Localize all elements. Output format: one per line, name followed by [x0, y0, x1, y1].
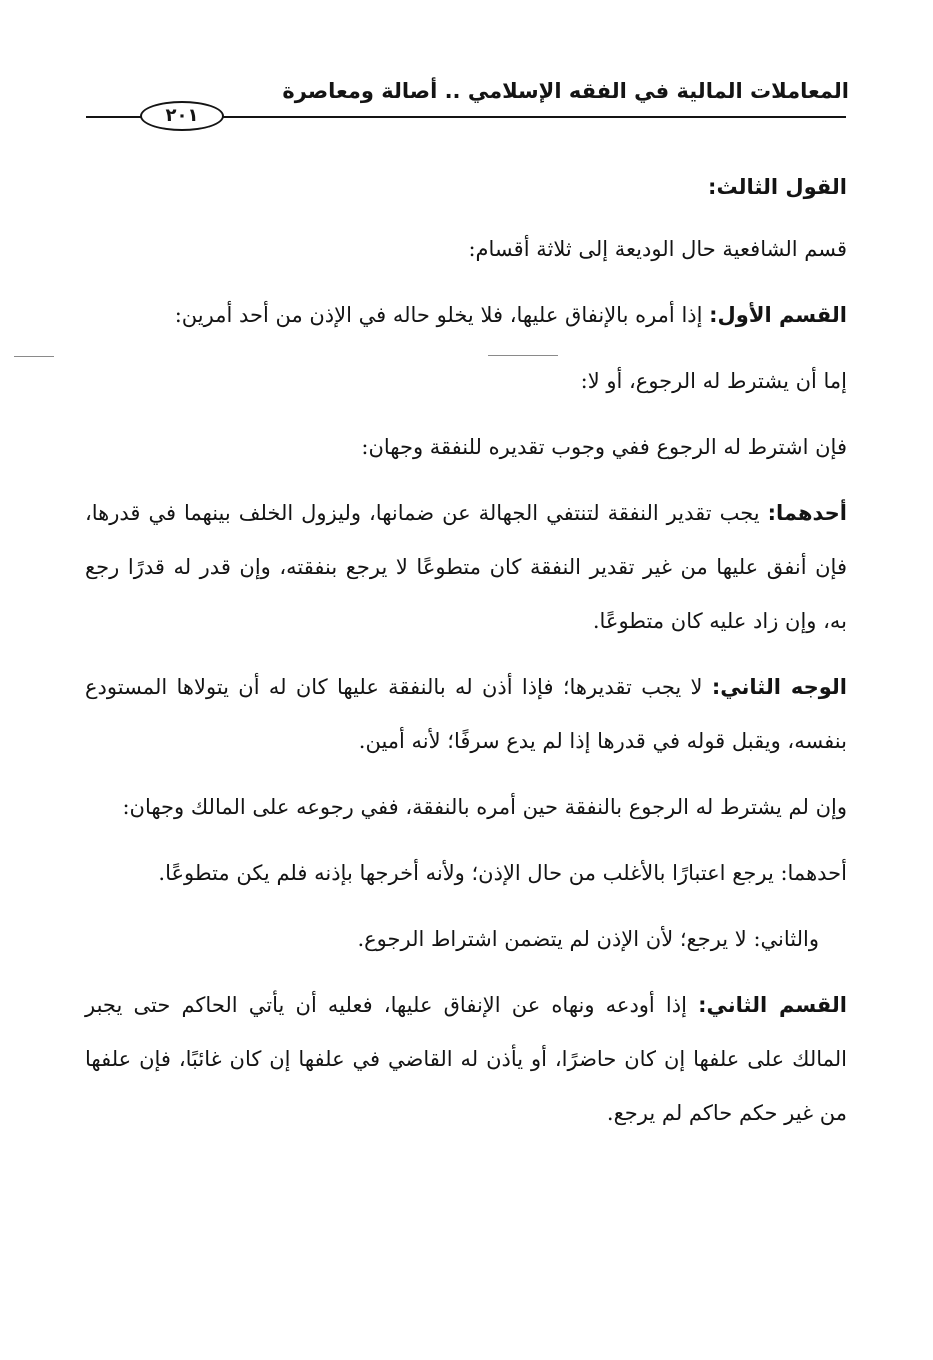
paragraph-lead: القسم الثاني:: [698, 993, 848, 1017]
paragraph-1: [85, 160, 847, 214]
paragraph-5: [85, 420, 847, 474]
running-title: المعاملات المالية في الفقه الإسلامي .. أصالة ومعاصرة: [282, 79, 849, 103]
page-body: [85, 160, 847, 1152]
paragraph-text: لا يجب تقديرها؛ فإذا أذن له بالنفقة عليها كان له أن يتولاها المستودع بنفسه، ويقبل قوله في قدرها إذا لم يدع سرفًا؛ لأنه أمين.: [85, 675, 847, 753]
paragraph-lead: الوجه الثاني:: [711, 675, 847, 699]
paragraph-9: [85, 846, 847, 900]
paragraph-text: فإن اشترط له الرجوع ففي وجوب تقديره للنفقة وجهان:: [361, 435, 847, 459]
paragraph-lead: أحدهما:: [767, 501, 847, 525]
paragraph-text: يجب تقدير النفقة لتنتفي الجهالة عن ضمانها، وليزول الخلف بينهما في قدرها، فإن أنفق عليها من غير تقدير النفقة كان متطوعًا لا يرجع بنفقته، وإن قدر له قدرًا رجع به، وإن زاد عليه كان متطوعًا.: [85, 501, 847, 633]
paragraph-lead: القسم الأول:: [709, 303, 847, 327]
paragraph-6: [85, 486, 847, 648]
paragraph-7: [85, 660, 847, 768]
paragraph-text: إذا أودعه ونهاه عن الإنفاق عليها، فعليه أن يأتي الحاكم حتى يجبر المالك على علفها إن كان حاضرًا، أو يأذن له القاضي في علفها إن كان غائبًا، فإن علفها من غير حكم حاكم لم يرجع.: [85, 993, 847, 1125]
paragraph-2: [85, 222, 847, 276]
paragraph-text: قسم الشافعية حال الوديعة إلى ثلاثة أقسام:: [468, 237, 847, 261]
paragraph-text: وإن لم يشترط له الرجوع بالنفقة حين أمره بالنفقة، ففي رجوعه على المالك وجهان:: [122, 795, 847, 819]
paragraph-text: إما أن يشترط له الرجوع، أو لا:: [580, 369, 847, 393]
section-heading: القول الثالث:: [708, 175, 847, 199]
paragraph-text: أحدهما: يرجع اعتبارًا بالأغلب من حال الإذن؛ ولأنه أخرجها بإذنه فلم يكن متطوعًا.: [158, 861, 847, 885]
page-number: ٢٠١: [140, 101, 224, 131]
paragraph-text: والثاني: لا يرجع؛ لأن الإذن لم يتضمن اشتراط الرجوع.: [357, 927, 819, 951]
scan-speck: [14, 356, 54, 357]
paragraph-4: [85, 354, 847, 408]
paragraph-text: إذا أمره بالإنفاق عليها، فلا يخلو حاله في الإذن من أحد أمرين:: [174, 303, 710, 327]
paragraph-8: [85, 780, 847, 834]
paragraph-3: [85, 288, 847, 342]
paragraph-10: [85, 912, 847, 966]
paragraph-11: [85, 978, 847, 1140]
